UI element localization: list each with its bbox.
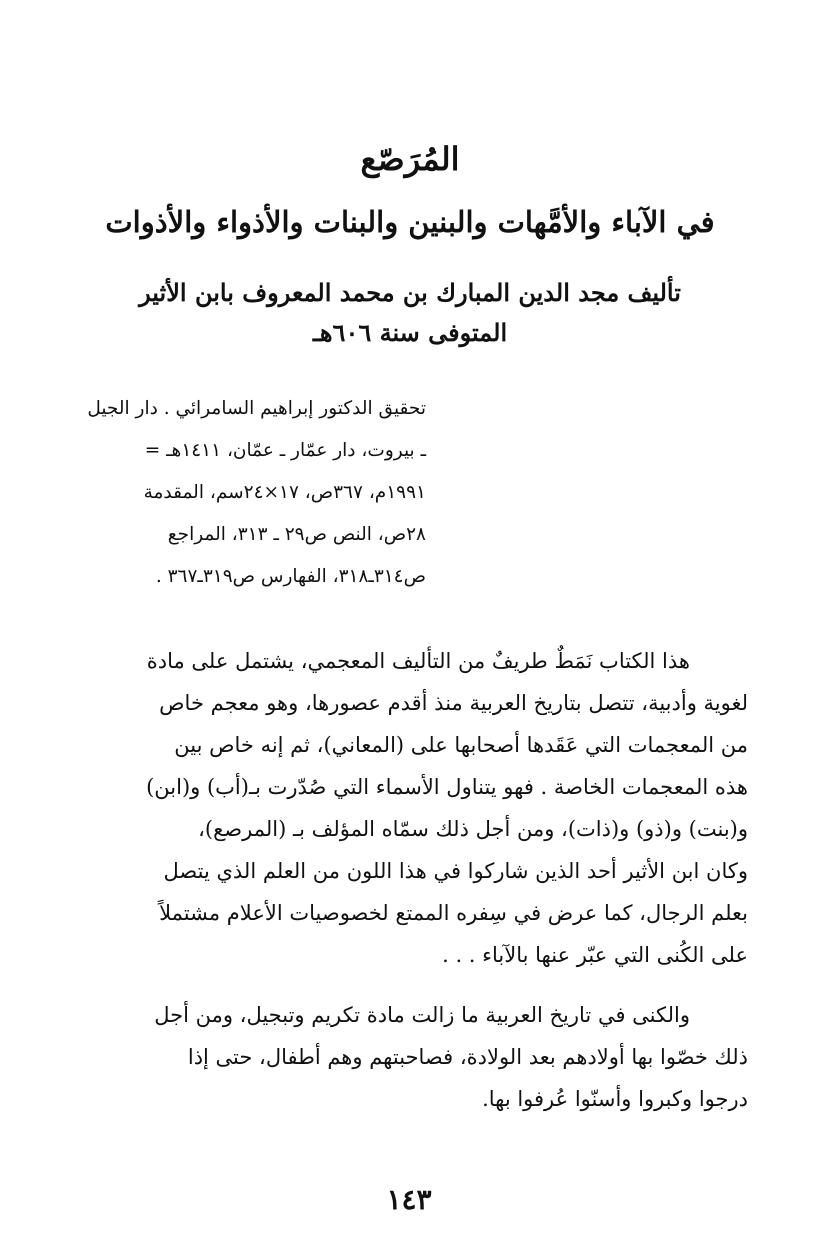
paragraph-line: هذا الكتاب نَمَطٌ طريفٌ من التأليف المعجمي، يشتمل على مادة (146, 649, 690, 673)
bibliographic-details (66, 388, 426, 598)
paragraph-line: من المعجمات التي عَقَدها أصحابها على (المعاني)، ثم إنه خاص بين (174, 733, 748, 757)
bibliography-line: ١٩٩١م، ٣٦٧ص، ١٧×٢٤سم، المقدمة (143, 482, 426, 503)
paragraph-line: درجوا وكبروا وأسنّوا عُرفوا بها. (482, 1087, 748, 1111)
body-paragraph (68, 994, 748, 1120)
bibliography-line: ـ بيروت، دار عمّار ـ عمّان، ١٤١١هـ = (144, 440, 426, 461)
paragraph-line: بعلم الرجال، كما عرض في سِفره الممتع لخصوصيات الأعلام مشتملاً (159, 901, 748, 925)
death-date-line: المتوفى سنة ٦٠٦هـ (312, 318, 508, 347)
bibliography-line: ص٣١٤ـ٣١٨، الفهارس ص٣١٩ـ٣٦٧ . (155, 566, 426, 587)
paragraph-line: لغوية وأدبية، تتصل بتاريخ العربية منذ أقدم عصورها، وهو معجم خاص (159, 691, 748, 715)
author-line: تأليف مجد الدين المبارك بن محمد المعروف بابن الأثير (139, 278, 681, 307)
paragraph-line: هذه المعجمات الخاصة . فهو يتناول الأسماء التي صُدّرت بـ(أب) و(ابن) (146, 775, 748, 799)
body-paragraph (68, 640, 748, 976)
paragraph-line: ذلك خصّوا بها أولادهم بعد الولادة، فصاحبتهم وهم أطفال، حتى إذا (187, 1045, 748, 1069)
book-subtitle: في الآباء والأمَّهات والبنين والبنات والأذواء والأذوات (105, 205, 715, 239)
page-number: ١٤٣ (386, 1183, 432, 1216)
bibliography-line: تحقيق الدكتور إبراهيم السامرائي . دار الجيل (87, 398, 426, 419)
paragraph-line: و(بنت) و(ذو) و(ذات)، ومن أجل ذلك سمّاه المؤلف بـ (المرصع)، (198, 817, 748, 841)
bibliography-line: ٢٨ص، النص ص٢٩ ـ ٣١٣، المراجع (167, 524, 426, 545)
book-title: المُرَصّع (360, 140, 460, 178)
paragraph-line: وكان ابن الأثير أحد الذين شاركوا في هذا اللون من العلم الذي يتصل (163, 859, 748, 883)
paragraph-line: والكنى في تاريخ العربية ما زالت مادة تكريم وتبجيل، ومن أجل (154, 1003, 690, 1027)
paragraph-line: على الكُنى التي عبّر عنها بالآباء . . . (442, 943, 748, 967)
